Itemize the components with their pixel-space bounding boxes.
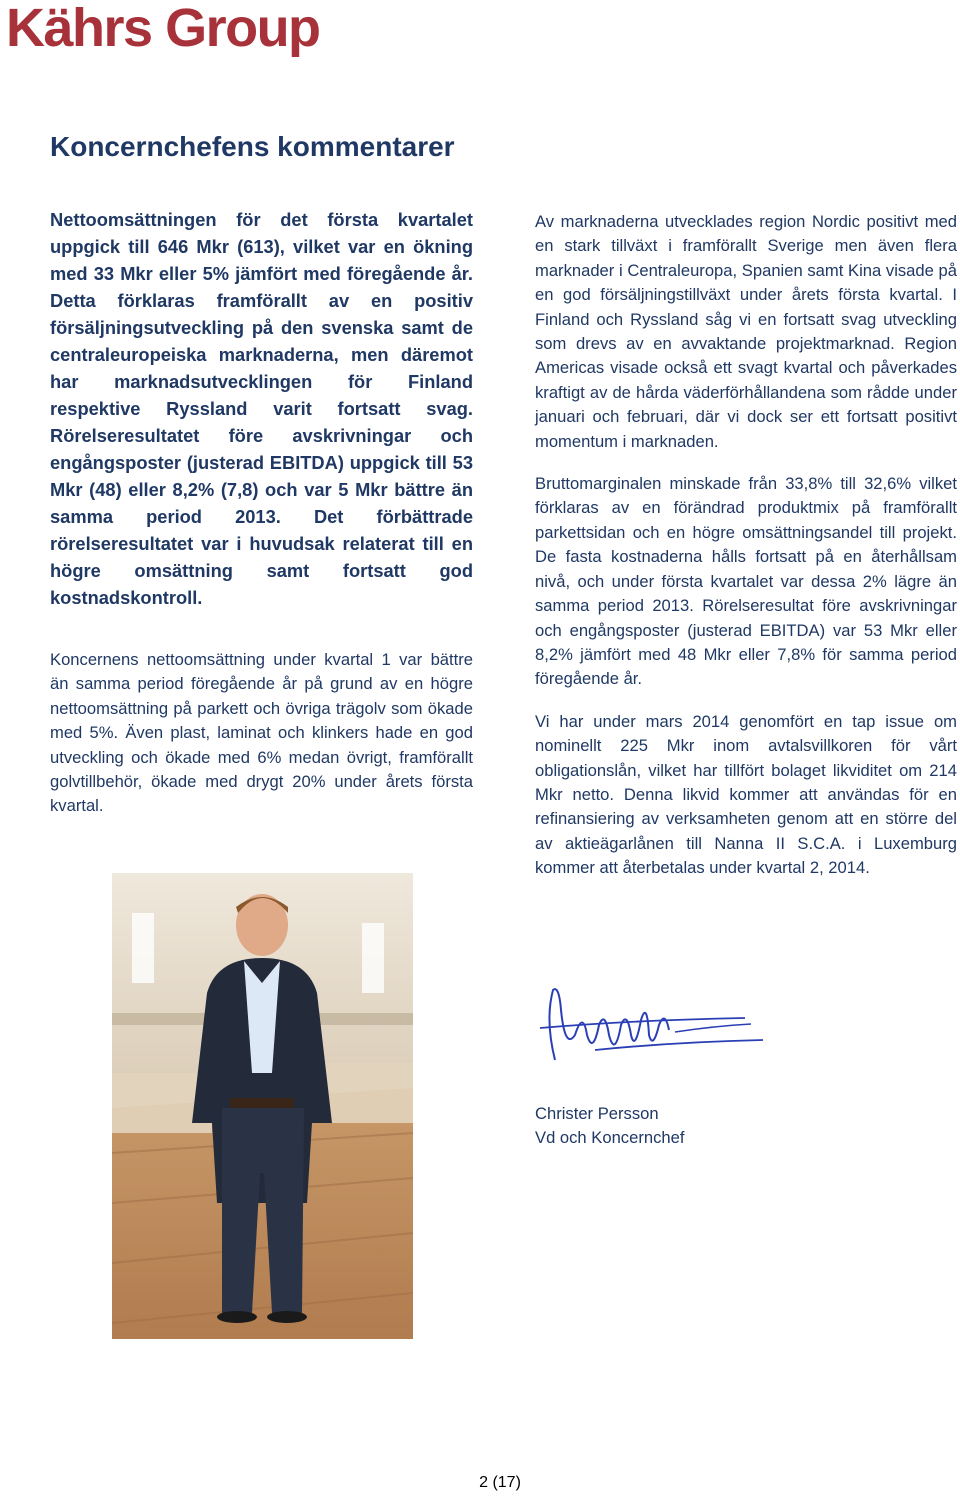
signatory-name: Christer Persson bbox=[535, 1104, 659, 1123]
margin-paragraph: Bruttomarginalen minskade från 33,8% till 32,6% vilket förklaras av en förändrad produktmix på framförallt parkettsidan och en högre omsättningsandel till projekt. De fasta kostnaderna hålls fortsatt på en återhållsam nivå, och under första kvartalet var dessa 2% lägre än samma period 2013. Rörelseresultat före avskrivningar och engångsposter (justerad EBITDA) var 53 Mkr eller 8,2% jämfört med 48 Mkr eller 7,8% för samma period föregående år. bbox=[535, 474, 957, 689]
markets-paragraph: Av marknaderna utvecklades region Nordic positivt med en stark tillväxt i framförallt Sverige men även flera marknader i Centraleuropa, Spanien samt Kina visade på en god försäljningstillväxt under årets första kvartal. I Finland och Ryssland såg vi en fortsatt svag utveckling som drevs av en avvaktande projektmarknad. Region Americas visade också ett svagt kvartal och påverkades kraftigt av de hårda väderförhållandena som rådde under januari och februari, där vi dock ser ett fortsatt positivt momentum i marknaden. bbox=[535, 212, 957, 451]
signatory-title: Vd och Koncernchef bbox=[535, 1128, 685, 1147]
intro-paragraph: Nettoomsättningen för det första kvartalet uppgick till 646 Mkr (613), vilket var en ökning med 33 Mkr eller 5% jämfört med föregående år. Detta förklaras framförallt av en positiv försäljningsutveckling på den svenska samt de centraleuropeiska marknaderna, men däremot har marknadsutvecklingen för Finland respektive Ryssland varit fortsatt svag. Rörelseresultatet före avskrivningar och engångsposter (justerad EBITDA) uppgick till 53 Mkr (48) eller 8,2% (7,8) och var 5 Mkr bättre än samma period 2013. Det förbättrade rörelseresultatet var i huvudsak relaterat till en högre omsättning samt fortsatt god kostnadskontroll. bbox=[50, 209, 473, 608]
page-number: 2 (17) bbox=[479, 1474, 521, 1491]
right-column bbox=[535, 210, 957, 881]
left-column bbox=[50, 206, 473, 819]
ceo-photo-illustration bbox=[112, 873, 413, 1339]
company-logo: Kährs Group bbox=[6, 0, 320, 58]
handwritten-signature bbox=[535, 980, 775, 1070]
page-title: Koncernchefens kommentarer bbox=[50, 131, 455, 162]
signature-drawing bbox=[535, 980, 775, 1070]
ceo-photo bbox=[112, 873, 413, 1339]
signature-block bbox=[535, 1102, 684, 1150]
financing-paragraph: Vi har under mars 2014 genomfört en tap issue om nominellt 225 Mkr inom avtalsvillkoren för vårt obligationslån, vilket har tillfört bolaget likviditet om 214 Mkr netto. Denna likvid kommer att användas för en refinansiering av verksamheten genom att en större del av aktieägarlånen till Nanna II S.C.A. i Luxemburg kommer att återbetalas under kvartal 2, 2014. bbox=[535, 711, 957, 878]
body-paragraph: Koncernens nettoomsättning under kvartal 1 var bättre än samma period föregående år på grund av en högre nettoomsättning på parkett och övriga trägolv som ökade med 5%. Även plast, laminat och klinkers hade en god utveckling och ökade med 6% medan övrigt, framförallt golvtillbehör, ökade med drygt 20% under årets första kvartal. bbox=[50, 650, 473, 816]
